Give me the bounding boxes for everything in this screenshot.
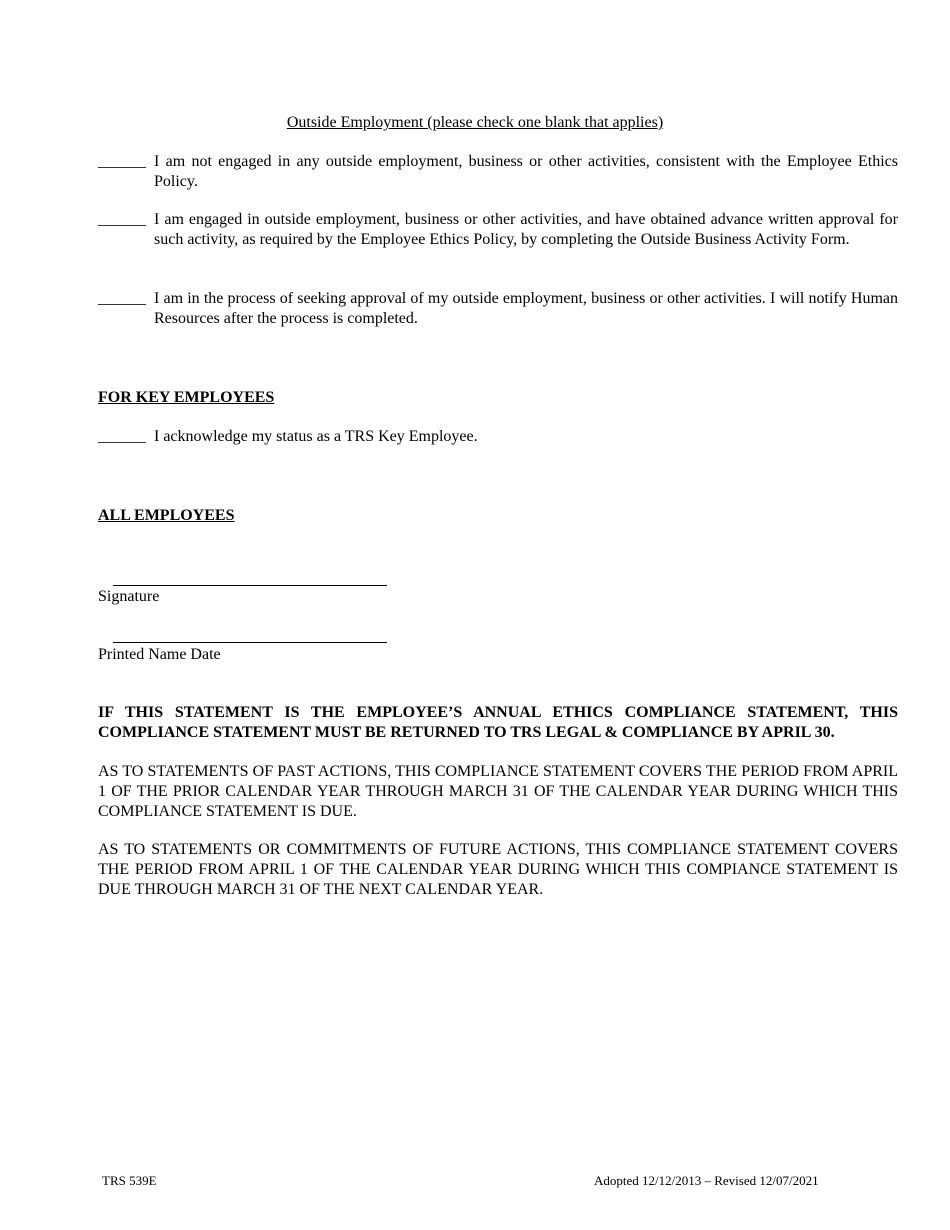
future-actions-statement: AS TO STATEMENTS OR COMMITMENTS OF FUTURE ACTIONS, THIS COMPLIANCE STATEMENT COVERS THE PERIOD FROM APRIL 1 OF THE CALENDAR YEAR DURING WHICH THIS COMPIANCE STATEMENT IS DUE THROUGH MARCH 31 OF THE NEXT CALENDAR YEAR. [98,841,898,898]
option-text-not-engaged: I am not engaged in any outside employment, business or other activities, consistent with the Employee Ethics Policy. [154,153,898,190]
all-employees-heading: ALL EMPLOYEES [98,507,235,524]
key-employee-acknowledgement [98,427,898,447]
option-engaged-approved [98,210,898,250]
check-blank-key-employee[interactable]: ______ [98,428,146,445]
key-employees-heading: FOR KEY EMPLOYEES [98,389,275,406]
signature-line[interactable] [113,585,387,586]
form-number: TRS 539E [102,1173,157,1188]
signature-label: Signature [98,588,160,605]
outside-employment-heading: Outside Employment (please check one blank that applies) [286,114,664,131]
annual-statement-notice: IF THIS STATEMENT IS THE EMPLOYEE’S ANNUAL ETHICS COMPLIANCE STATEMENT, THIS COMPLIANCE STATEMENT MUST BE RETURNED TO TRS LEGAL & COMPLIANCE BY APRIL 30. [98,704,898,741]
past-actions-statement: AS TO STATEMENTS OF PAST ACTIONS, THIS COMPLIANCE STATEMENT COVERS THE PERIOD FROM APRIL 1 OF THE PRIOR CALENDAR YEAR THROUGH MARCH 31 OF THE CALENDAR YEAR DURING WHICH THIS COMPLIANCE STATEMENT IS DUE. [98,763,898,820]
option-seeking-approval [98,289,898,329]
printed-name-date-line[interactable] [113,642,387,643]
printed-name-date-label: Printed Name Date [98,646,221,663]
option-text-seeking-approval: I am in the process of seeking approval of my outside employment, business or other activities. I will notify Human Resources after the process is completed. [154,290,898,327]
key-employee-acknowledgement-text: I acknowledge my status as a TRS Key Employee. [154,428,478,445]
check-blank-seeking-approval[interactable]: ______ [98,290,146,307]
check-blank-engaged-approved[interactable]: ______ [98,211,146,228]
revision-dates: Adopted 12/12/2013 – Revised 12/07/2021 [594,1173,819,1188]
option-text-engaged-approved: I am engaged in outside employment, business or other activities, and have obtained advance written approval for such activity, as required by the Employee Ethics Policy, by completing the Outside Business Activity Form. [154,211,898,248]
option-not-engaged [98,152,898,192]
check-blank-not-engaged[interactable]: ______ [98,153,146,170]
